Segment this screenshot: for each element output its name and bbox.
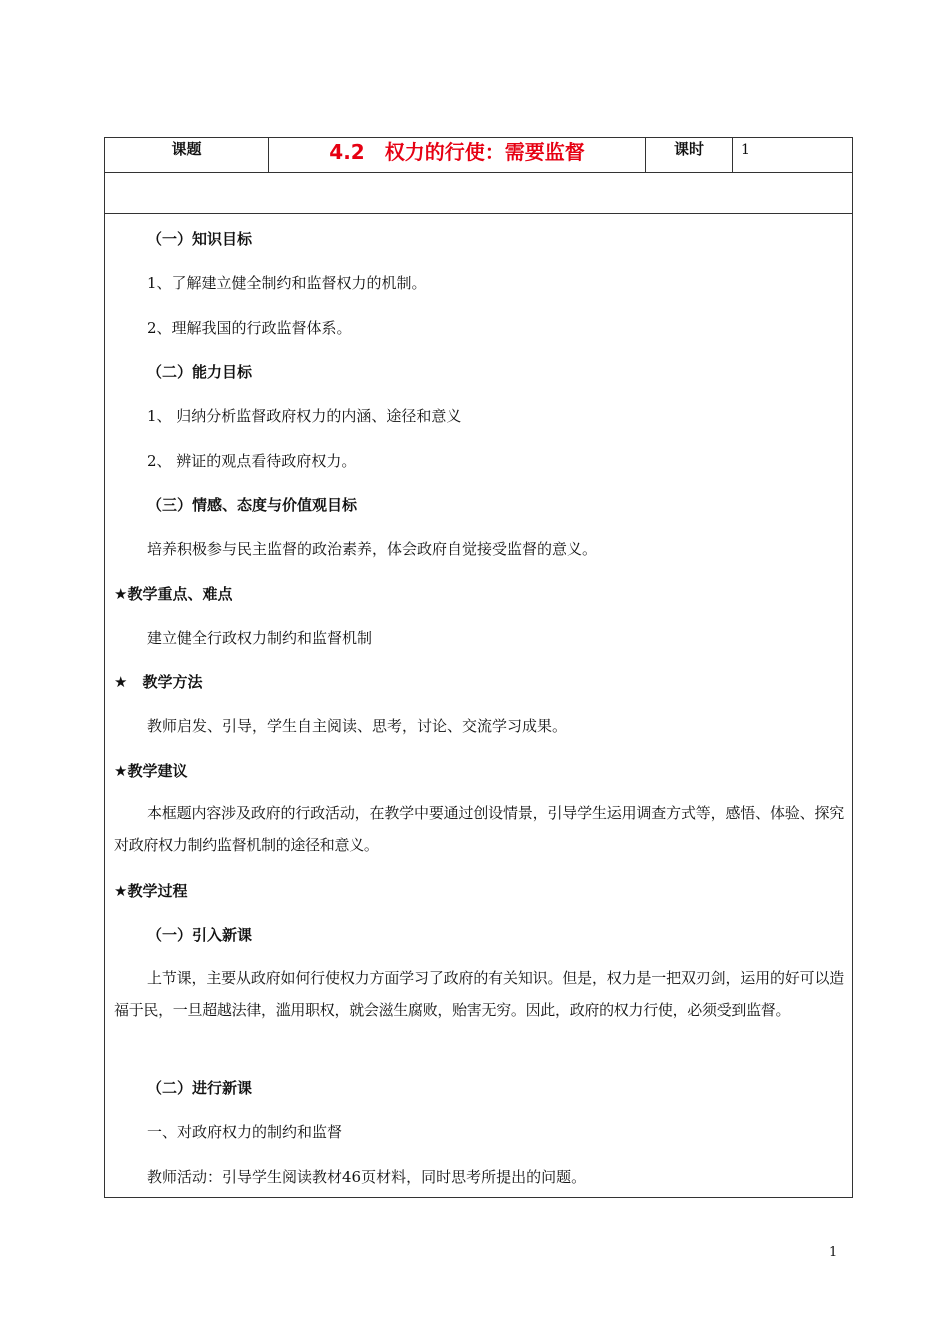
method-heading: ★ 教学方法: [114, 673, 203, 691]
ability-heading: （二）能力目标: [147, 363, 253, 381]
emotion-heading: （三）情感、态度与价值观目标: [147, 496, 358, 514]
period-value: 1: [733, 138, 853, 173]
teacher-activity: 教师活动：引导学生阅读教材46页材料，同时思考所提出的问题。: [147, 1168, 587, 1186]
content-area: [105, 214, 852, 1197]
page-number: 1: [829, 1245, 838, 1260]
key-heading: ★教学重点、难点: [114, 585, 233, 603]
process-heading: ★教学过程: [114, 882, 188, 900]
suggestion-text: 本框题内容涉及政府的行政活动，在教学中要通过创设情景，引导学生运用调查方式等，感悟、体验、探究对政府权力制约监督机制的途径和意义。: [114, 804, 844, 854]
topic-label: 课题: [105, 138, 269, 173]
lesson-plan-table: [104, 137, 853, 1198]
content-row: [105, 214, 853, 1198]
ability-item-2: 2、 辨证的观点看待政府权力。: [147, 452, 357, 470]
intro-text: 上节课，主要从政府如何行使权力方面学习了政府的有关知识。但是，权力是一把双刃剑，运用的好可以造福于民，一旦超越法律，滥用职权，就会滋生腐败，贻害无穷。因此，政府的权力行使，必须受到监督。: [114, 969, 844, 1019]
period-label: 课时: [646, 138, 733, 173]
ability-item-1: 1、 归纳分析监督政府权力的内涵、途径和意义: [147, 407, 462, 425]
blank-row: [105, 173, 853, 214]
knowledge-item-1: 1、了解建立健全制约和监督权力的机制。: [147, 274, 427, 292]
key-text: 建立健全行政权力制约和监督机制: [147, 629, 373, 647]
content-cell: [105, 214, 853, 1198]
blank-cell: [105, 173, 853, 214]
section-one-heading: 一、对政府权力的制约和监督: [147, 1123, 343, 1141]
knowledge-heading: （一）知识目标: [147, 230, 253, 248]
suggestion-heading: ★教学建议: [114, 762, 188, 780]
method-text: 教师启发、引导，学生自主阅读、思考，讨论、交流学习成果。: [147, 717, 568, 735]
intro-heading: （一）引入新课: [147, 926, 253, 944]
new-lesson-heading: （二）进行新课: [147, 1079, 253, 1097]
knowledge-item-2: 2、理解我国的行政监督体系。: [147, 319, 352, 337]
emotion-text: 培养积极参与民主监督的政治素养，体会政府自觉接受监督的意义。: [147, 540, 598, 558]
topic-title: 4.2 权力的行使：需要监督: [269, 138, 646, 173]
header-row: [105, 138, 853, 173]
